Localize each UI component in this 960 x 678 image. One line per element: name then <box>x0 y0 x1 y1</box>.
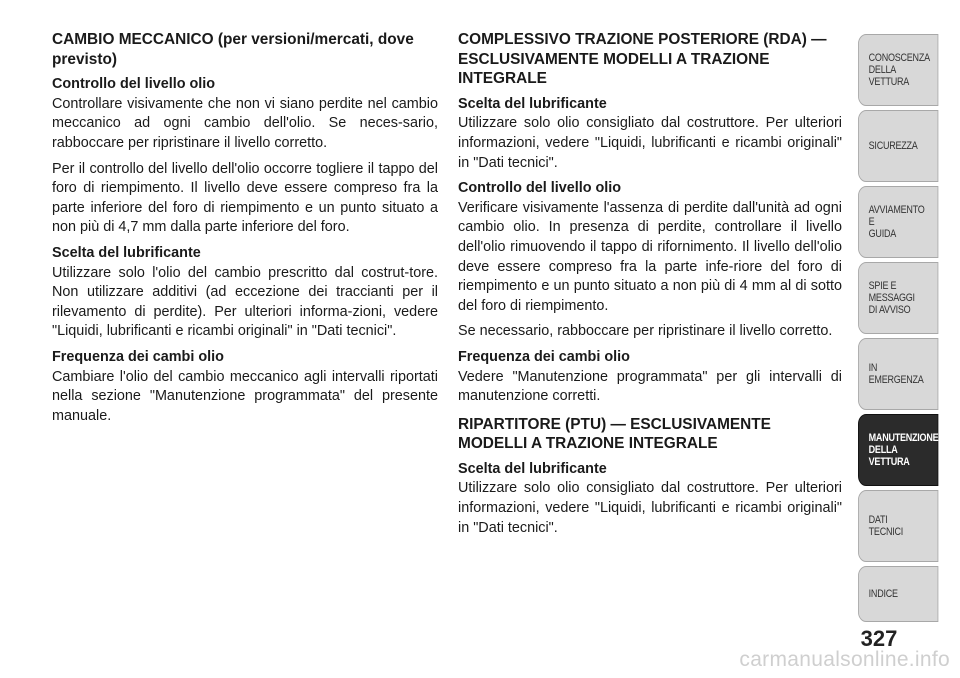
subheading: Scelta del lubrificante <box>52 244 201 261</box>
tab-indice[interactable] <box>858 566 938 622</box>
subheading: Scelta del lubrificante <box>458 95 607 112</box>
tab-manutenzione-della-vettura[interactable] <box>858 414 938 486</box>
subheading: Controllo del livello olio <box>52 76 216 93</box>
paragraph: Cambiare l'olio del cambio meccanico agli intervalli riportati nella sezione "Manutenzione programmata" del presente manuale. <box>52 368 438 424</box>
subheading: Controllo del livello olio <box>458 180 622 197</box>
page-number: 327 <box>860 626 898 651</box>
tab-label: CONOSCENZA DELLA VETTURA <box>868 52 930 88</box>
tab-dati-tecnici[interactable] <box>858 490 938 562</box>
tab-conoscenza-della-vettura[interactable] <box>858 34 938 106</box>
paragraph: Utilizzare solo l'olio del cambio prescritto dal costrut-tore. Non utilizzare additivi (ad eccezione dei traccianti per il rilevamento di perdite). Per ulteriori informa-zioni, vedere "Liquidi, lubrificanti e ricambi originali" in "Dati tecnici". <box>52 264 438 340</box>
right-column <box>458 30 842 544</box>
tab-label: DATI TECNICI <box>868 514 904 538</box>
subheading: Frequenza dei cambi olio <box>458 348 630 365</box>
tab-label: SICUREZZA <box>868 140 918 152</box>
tab-spie-e-messaggi[interactable] <box>858 262 938 334</box>
tab-label: MANUTENZIONE DELLA VETTURA <box>868 432 939 468</box>
paragraph: Utilizzare solo olio consigliato dal costruttore. Per ulteriori informazioni, vedere "Liquidi, lubrificanti e ricambi originali" in "Dati tecnici". <box>458 480 842 536</box>
paragraph: Controllare visivamente che non vi siano perdite nel cambio meccanico ad ogni cambio dell'olio. Se neces-sario, rabboccare per ripristinare il livello corretto. <box>52 95 438 151</box>
subheading: Frequenza dei cambi olio <box>52 348 224 365</box>
tab-label: INDICE <box>868 588 898 600</box>
section-title: CAMBIO MECCANICO (per versioni/mercati, dove previsto) <box>52 31 414 68</box>
tab-label: IN EMERGENZA <box>868 362 924 386</box>
paragraph: Utilizzare solo olio consigliato dal costruttore. Per ulteriori informazioni, vedere "Liquidi, lubrificanti e ricambi originali" in "Dati tecnici". <box>458 115 842 171</box>
tab-label: SPIE E MESSAGGI DI AVVISO <box>868 280 915 316</box>
tab-in-emergenza[interactable] <box>858 338 938 410</box>
paragraph: Vedere "Manutenzione programmata" per gli intervalli di manutenzione corretti. <box>458 368 842 405</box>
tab-label: AVVIAMENTO E GUIDA <box>868 204 925 240</box>
left-column <box>52 30 438 432</box>
paragraph: Se necessario, rabboccare per ripristinare il livello corretto. <box>458 323 833 340</box>
paragraph: Per il controllo del livello dell'olio occorre togliere il tappo del foro di riempimento. Il livello deve essere compreso fra la parte inferiore del foro di riempimento e un punto situato a non più di 4,7 mm dalla parte inferiore del foro. <box>52 160 438 236</box>
tab-sicurezza[interactable] <box>858 110 938 182</box>
tab-avviamento-e-guida[interactable] <box>858 186 938 258</box>
watermark: carmanualsonline.info <box>739 648 950 671</box>
section-title: COMPLESSIVO TRAZIONE POSTERIORE (RDA) — ESCLUSIVAMENTE MODELLI A TRAZIONE INTEGRALE <box>458 31 827 88</box>
subheading: Scelta del lubrificante <box>458 460 607 477</box>
paragraph: Verificare visivamente l'assenza di perdite dall'unità ad ogni cambio olio. In presenza di perdite, controllare il livello dell'olio rimuovendo il tappo di rifornimento. Il livello dell'olio deve essere compreso fra la parte infe-riore del foro di riempimento e un punto situato a non più di 4 mm al di sotto del foro di riempimento. <box>458 199 842 314</box>
section-title: RIPARTITORE (PTU) — ESCLUSIVAMENTE MODELLI A TRAZIONE INTEGRALE <box>458 415 771 453</box>
